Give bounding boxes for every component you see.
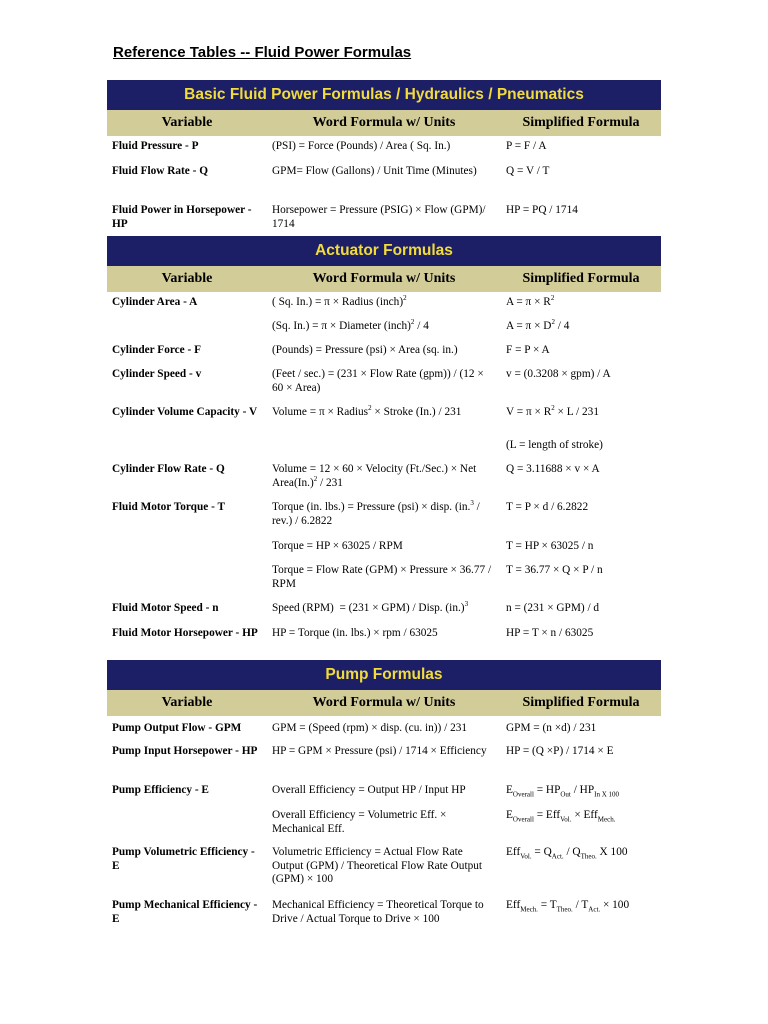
word-formula-cell: HP = GPM × Pressure (psi) / 1714 × Efficiency bbox=[272, 745, 487, 757]
table-row bbox=[107, 722, 661, 736]
simplified-formula-cell: F = P × A bbox=[506, 344, 550, 356]
simplified-formula-cell: Q = V / T bbox=[506, 165, 550, 177]
simplified-formula-cell: GPM = (n ×d) / 231 bbox=[506, 722, 597, 734]
simplified-formula-cell: $E_{Overall} = Eff_{Vol.} \times Eff_{Mech.}$ bbox=[506, 809, 616, 824]
simplified-formula-cell: P = F / A bbox=[506, 140, 547, 152]
table-row bbox=[107, 899, 661, 926]
variable-cell bbox=[107, 320, 267, 334]
variable-cell: Cylinder Speed - v bbox=[112, 368, 202, 380]
word-formula-cell: Speed (RPM) = (231 × GPM) / Disp. $(in.)^3$ bbox=[272, 600, 469, 614]
table-row bbox=[107, 540, 661, 554]
word-formula-cell: Volumetric Efficiency = Actual Flow Rate Output (GPM) / Theoretical Flow Rate Output (GPM) × 100 bbox=[272, 846, 483, 885]
variable-cell bbox=[107, 564, 267, 591]
table-row bbox=[107, 809, 661, 836]
table-row bbox=[107, 439, 661, 453]
variable-cell bbox=[107, 540, 267, 554]
word-formula-cell: Torque (in. lbs.) = Pressure (psi) × disp. (in.$^3$ / rev.) / 6.2822 bbox=[272, 499, 480, 527]
variable-cell: Fluid Motor Speed - n bbox=[112, 602, 219, 614]
column-header-row bbox=[107, 690, 661, 716]
simplified-formula-cell: v = (0.3208 × gpm) / A bbox=[506, 368, 611, 380]
column-header-word-formula: Word Formula w/ Units bbox=[312, 115, 456, 130]
word-formula-cell: Mechanical Efficiency = Theoretical Torque to Drive / Actual Torque to Drive × 100 bbox=[272, 899, 484, 925]
word-formula-cell: Volume = π × Radius$^2$ × Stroke (In.) / 231 bbox=[272, 404, 462, 418]
word-formula-cell: (Feet / sec.) = (231 × Flow Rate (gpm)) / (12 × 60 × Area) bbox=[272, 368, 484, 394]
table-row bbox=[107, 140, 661, 154]
table-row bbox=[107, 745, 661, 759]
pump-formulas-table bbox=[107, 660, 661, 960]
word-formula-cell: Overall Efficiency = Volumetric Eff. × Mechanical Eff. bbox=[272, 809, 447, 835]
simplified-formula-cell: $A = \pi \times R^2$ bbox=[506, 294, 555, 308]
basic-formulas-table bbox=[107, 80, 661, 236]
variable-cell: Fluid Power in Horsepower - HP bbox=[112, 204, 252, 230]
variable-cell: Fluid Motor Torque - T bbox=[112, 501, 225, 513]
simplified-formula-cell: $V = \pi \times R^2 \times L / 231$ bbox=[506, 404, 599, 418]
variable-cell: Cylinder Flow Rate - Q bbox=[112, 463, 225, 475]
table-row bbox=[107, 406, 661, 420]
variable-cell: Pump Volumetric Efficiency - E bbox=[112, 846, 255, 872]
simplified-formula-cell: $E_{Overall} = HP_{Out} / HP_{In X 100}$ bbox=[506, 784, 619, 799]
variable-cell bbox=[107, 809, 267, 836]
variable-cell: Fluid Pressure - P bbox=[112, 140, 199, 152]
simplified-formula-cell: n = (231 × GPM) / d bbox=[506, 602, 600, 614]
simplified-formula-cell: T = HP × 63025 / n bbox=[506, 540, 594, 552]
column-header-word-formula: Word Formula w/ Units bbox=[312, 271, 456, 286]
simplified-formula-cell: (L = length of stroke) bbox=[506, 439, 603, 451]
word-formula-cell bbox=[267, 439, 501, 453]
table-row bbox=[107, 564, 661, 591]
table-row bbox=[107, 846, 661, 887]
simplified-formula-cell: $Eff_{Mech.} = T_{Theo.} / T_{Act.} \times 100$ bbox=[506, 899, 630, 914]
section-title-basic: Basic Fluid Power Formulas / Hydraulics / Pneumatics bbox=[107, 80, 661, 110]
section-title-actuator: Actuator Formulas bbox=[107, 236, 661, 266]
section-title-pump: Pump Formulas bbox=[107, 660, 661, 690]
variable-cell: Pump Input Horsepower - HP bbox=[112, 745, 258, 757]
table-row bbox=[107, 344, 661, 358]
word-formula-cell: Volume = 12 × 60 × Velocity (Ft./Sec.) × Net $Area(In.)^2 / 231$ bbox=[272, 463, 477, 489]
variable-cell: Fluid Motor Horsepower - HP bbox=[112, 627, 258, 639]
simplified-formula-cell: HP = (Q ×P) / 1714 × E bbox=[506, 745, 614, 757]
word-formula-cell: HP = Torque (in. lbs.) × rpm / 63025 bbox=[272, 627, 438, 639]
variable-cell: Pump Output Flow - GPM bbox=[112, 722, 242, 734]
word-formula-cell: (Pounds) = Pressure (psi) × Area (sq. in.) bbox=[272, 344, 458, 356]
variable-cell: Cylinder Volume Capacity - V bbox=[112, 406, 258, 418]
simplified-formula-cell: $A = \pi \times D^2 / 4$ bbox=[506, 318, 570, 332]
simplified-formula-cell: T = P × d / 6.2822 bbox=[506, 501, 589, 513]
column-header-row bbox=[107, 110, 661, 136]
word-formula-cell: Overall Efficiency = Output HP / Input HP bbox=[272, 784, 466, 796]
column-header-simplified: Simplified Formula bbox=[522, 115, 640, 130]
variable-cell: Fluid Flow Rate - Q bbox=[112, 165, 209, 177]
variable-cell: Pump Mechanical Efficiency - E bbox=[112, 899, 258, 925]
simplified-formula-cell: $Eff_{Vol.} = Q_{Act.} / Q_{Theo.}$ X 100 bbox=[506, 846, 628, 861]
actuator-formulas-table bbox=[107, 236, 661, 660]
simplified-formula-cell: HP = T × n / 63025 bbox=[506, 627, 594, 639]
column-header-simplified: Simplified Formula bbox=[522, 271, 640, 286]
table-row bbox=[107, 296, 661, 310]
word-formula-cell: Torque = Flow Rate (GPM) × Pressure × 36.77 / RPM bbox=[272, 564, 492, 590]
table-row bbox=[107, 501, 661, 528]
column-header-variable: Variable bbox=[161, 271, 213, 286]
word-formula-cell: GPM= Flow (Gallons) / Unit Time (Minutes) bbox=[272, 165, 477, 177]
simplified-formula-cell: Q = 3.11688 × v × A bbox=[506, 463, 600, 475]
variable-cell: Cylinder Area - A bbox=[112, 296, 198, 308]
variable-cell: Cylinder Force - F bbox=[112, 344, 201, 356]
column-header-variable: Variable bbox=[161, 695, 213, 710]
column-header-word-formula: Word Formula w/ Units bbox=[312, 695, 456, 710]
word-formula-cell: (PSI) = Force (Pounds) / Area ( Sq. In.) bbox=[272, 140, 451, 152]
column-header-row bbox=[107, 266, 661, 292]
variable-cell bbox=[107, 439, 267, 453]
word-formula-cell: GPM = (Speed (rpm) × disp. (cu. in)) / 231 bbox=[272, 722, 468, 734]
table-row bbox=[107, 784, 661, 798]
simplified-formula-cell: T = 36.77 × Q × P / n bbox=[506, 564, 603, 576]
word-formula-cell: (Sq. In.) = π × Diameter (inch)$^2$ / 4 bbox=[272, 318, 429, 332]
table-row bbox=[107, 368, 661, 395]
table-row bbox=[107, 320, 661, 334]
word-formula-cell: Torque = HP × 63025 / RPM bbox=[272, 540, 403, 552]
column-header-simplified: Simplified Formula bbox=[522, 695, 640, 710]
simplified-formula-cell: HP = PQ / 1714 bbox=[506, 204, 578, 216]
word-formula-cell: ( Sq. In.) = π × Radius (inch)$^2$ bbox=[272, 294, 407, 308]
variable-cell: Pump Efficiency - E bbox=[112, 784, 209, 796]
page-title: Reference Tables -- Fluid Power Formulas bbox=[113, 44, 412, 61]
table-row bbox=[107, 627, 661, 641]
column-header-variable: Variable bbox=[161, 115, 213, 130]
table-row bbox=[107, 463, 661, 490]
table-row bbox=[107, 602, 661, 616]
table-row bbox=[107, 165, 661, 179]
table-row bbox=[107, 204, 661, 231]
word-formula-cell: Horsepower = Pressure (PSIG) × Flow (GPM)/ 1714 bbox=[272, 204, 486, 230]
